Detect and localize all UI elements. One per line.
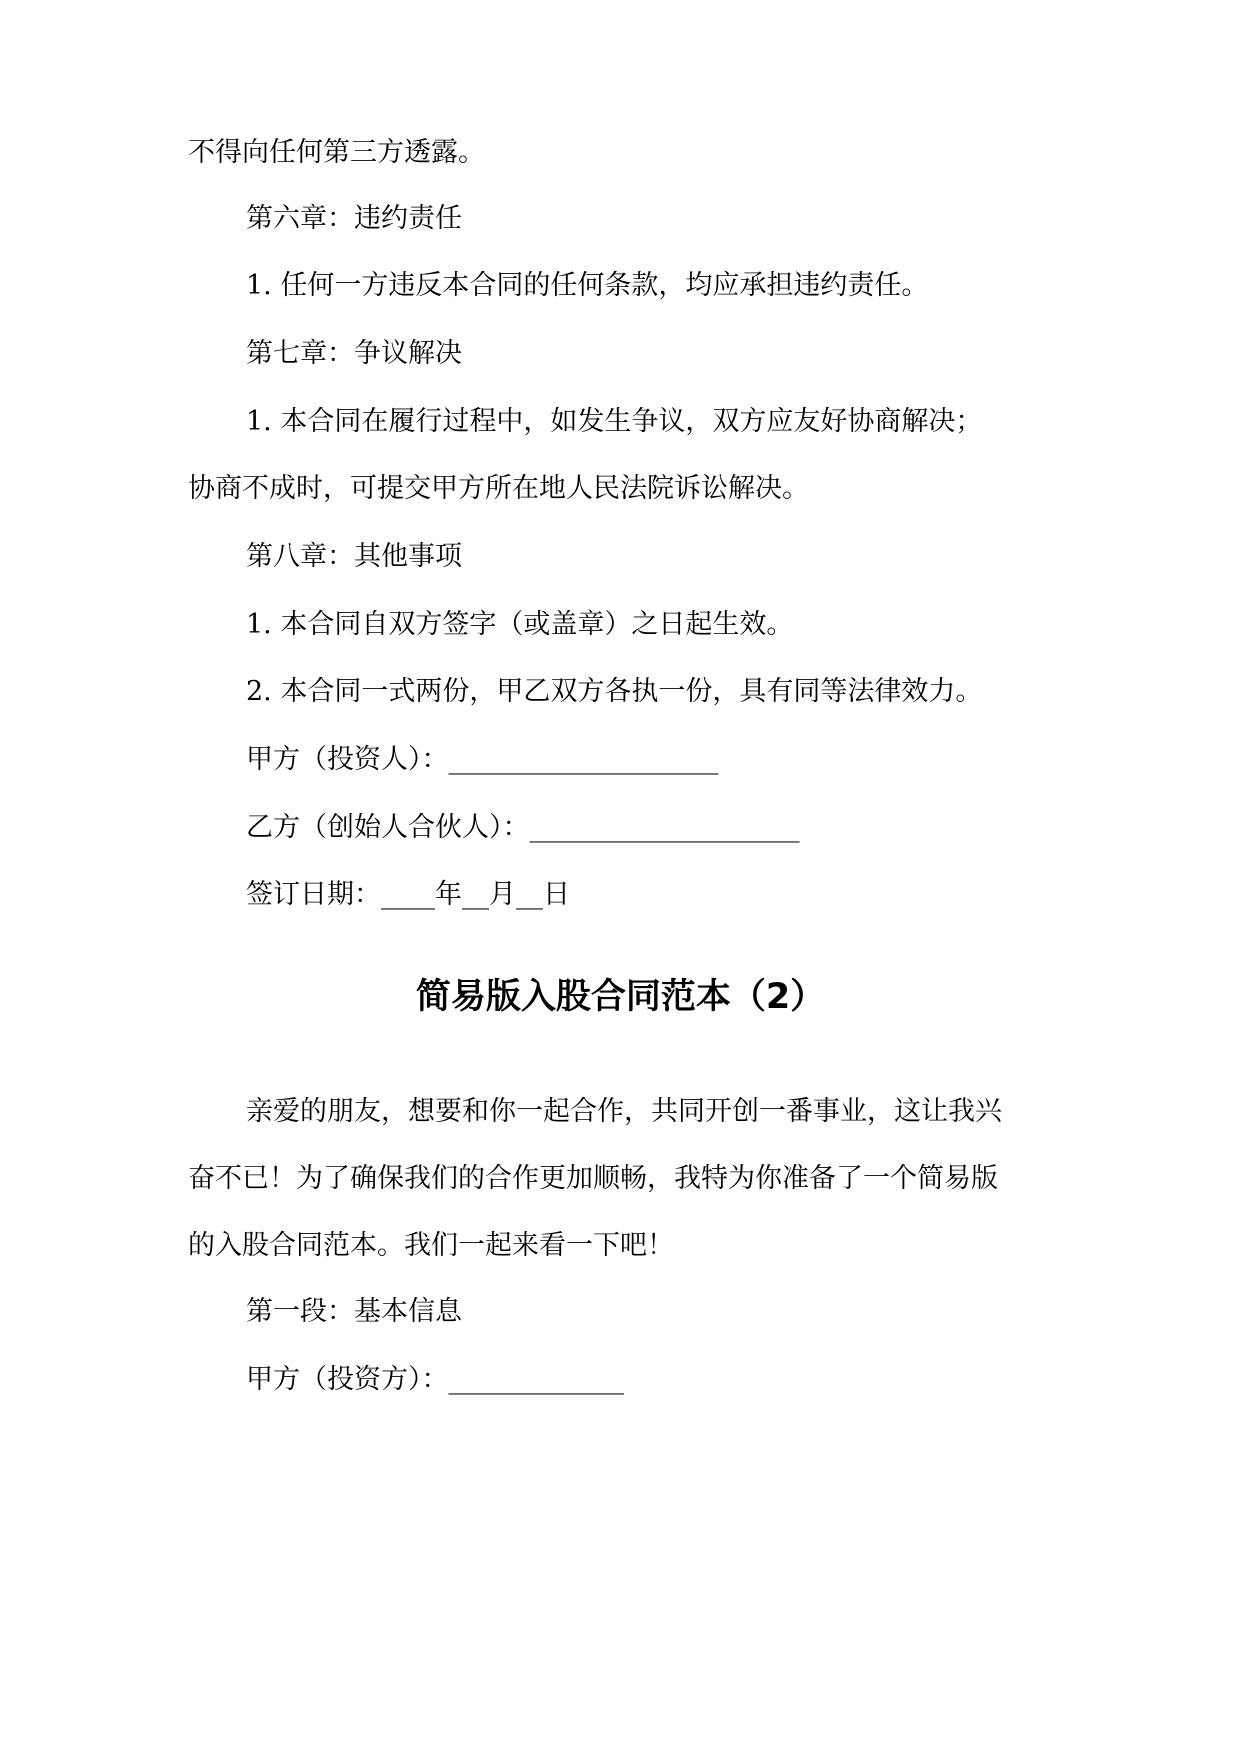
section-title: 简易版入股合同范本（2） bbox=[415, 977, 826, 1017]
intro-line2: 奋不已！为了确保我们的合作更加顺畅，我特为你准备了一个简易版 bbox=[188, 1163, 998, 1194]
chapter6-item1: 1. 任何一方违反本合同的任何条款，均应承担违约责任。 bbox=[246, 270, 929, 301]
investor-signature-line: 甲方（投资方）：_____________ bbox=[246, 1364, 624, 1395]
chapter8-item1: 1. 本合同自双方签字（或盖章）之日起生效。 bbox=[246, 609, 794, 640]
intro-line3: 的入股合同范本。我们一起来看一下吧！ bbox=[188, 1230, 674, 1261]
party-b-signature-line: 乙方（创始人合伙人）：____________________ bbox=[246, 812, 800, 843]
paragraph1-heading: 第一段：基本信息 bbox=[246, 1296, 462, 1327]
party-a-signature-line: 甲方（投资人）：____________________ bbox=[246, 744, 719, 775]
intro-line1: 亲爱的朋友，想要和你一起合作，共同开创一番事业，这让我兴 bbox=[246, 1096, 1002, 1127]
chapter7-item1-line1: 1. 本合同在履行过程中，如发生争议，双方应友好协商解决； bbox=[246, 406, 983, 437]
chapter6-heading: 第六章：违约责任 bbox=[246, 203, 462, 234]
sign-date-line: 签订日期：____年__月__日 bbox=[246, 879, 570, 910]
chapter7-heading: 第七章：争议解决 bbox=[246, 338, 462, 369]
chapter7-item1-line2: 协商不成时，可提交甲方所在地人民法院诉讼解决。 bbox=[188, 473, 809, 504]
paragraph-continuation: 不得向任何第三方透露。 bbox=[188, 137, 485, 168]
chapter8-heading: 第八章：其他事项 bbox=[246, 541, 462, 572]
chapter8-item2: 2. 本合同一式两份，甲乙双方各执一份，具有同等法律效力。 bbox=[246, 676, 983, 707]
